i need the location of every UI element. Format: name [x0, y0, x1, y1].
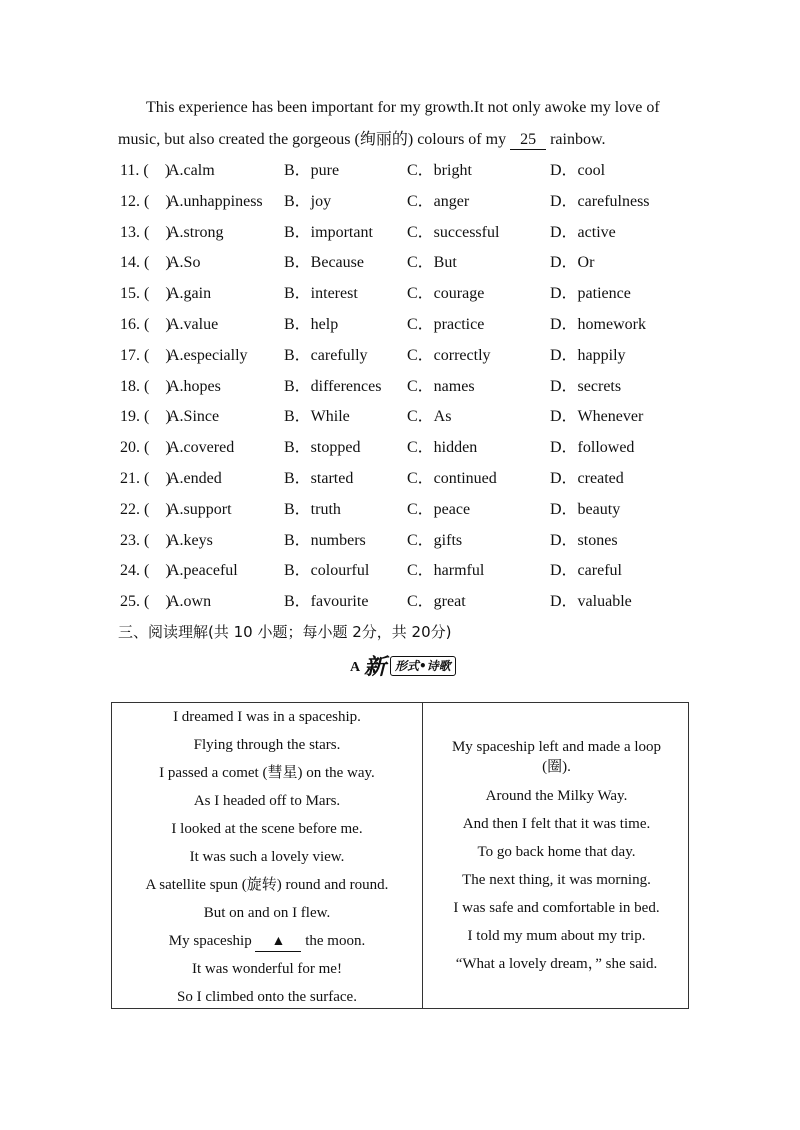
option-a: A.strong — [168, 223, 224, 241]
question-number: 12. ( ) — [120, 192, 171, 210]
poem-table — [111, 702, 689, 1009]
option-d: D．homework — [550, 316, 646, 333]
question-number: 17. ( ) — [120, 346, 171, 364]
option-c: C．But — [407, 254, 457, 272]
option-a: A.especially — [168, 346, 248, 364]
poem-line: I was safe and comfortable in bed. — [453, 900, 660, 916]
option-d: D．Or — [550, 254, 595, 272]
option-b: B．important — [284, 223, 373, 241]
poem-line: Flying through the stars. — [193, 737, 341, 753]
option-c: C．gifts — [407, 531, 463, 549]
badge-logo — [364, 652, 451, 680]
option-b: B．truth — [284, 500, 341, 518]
option-c: C．great — [407, 593, 466, 611]
poem-line: It was wonderful for me! — [192, 961, 342, 977]
question-number: 23. ( ) — [120, 531, 171, 549]
question-number: 18. ( ) — [120, 377, 171, 395]
option-a: A.peaceful — [168, 562, 238, 580]
question-number: 13. ( ) — [120, 223, 171, 241]
option-c: C．harmful — [407, 562, 485, 580]
option-c: C．practice — [407, 316, 485, 333]
option-b: B．differences — [284, 377, 382, 395]
poem-line: I passed a comet (彗星) on the way. — [159, 765, 375, 781]
poem-line: I dreamed I was in a spaceship. — [173, 709, 361, 725]
question-number: 11. ( ) — [120, 162, 171, 179]
option-d: D．stones — [550, 531, 618, 549]
poem-blank-marker: ▲ — [255, 933, 301, 952]
option-a: A.unhappiness — [168, 192, 263, 210]
option-a: A.own — [168, 593, 212, 611]
question-number: 16. ( ) — [120, 316, 171, 333]
blank-25: 25 — [510, 131, 546, 150]
option-a: A.covered — [168, 439, 235, 457]
option-c: C．courage — [407, 285, 485, 303]
option-c: C．bright — [407, 162, 472, 179]
option-b: B．interest — [284, 285, 358, 303]
poem-line: My spaceship left and made a loop — [451, 739, 662, 755]
question-number: 21. ( ) — [120, 470, 171, 487]
poem-line: (圈). — [542, 759, 571, 775]
poem-line: So I climbed onto the surface. — [177, 989, 357, 1005]
passage-line-2-end: rainbow. — [546, 131, 606, 148]
option-d: D．Whenever — [550, 408, 644, 426]
poem-left-column — [112, 703, 422, 1011]
option-c: C．continued — [407, 470, 497, 487]
poem-line: It was such a lovely view. — [189, 849, 345, 865]
poem-line: To go back home that day. — [477, 844, 636, 860]
question-number: 22. ( ) — [120, 500, 171, 518]
badge-label: 形式•诗歌 — [390, 656, 456, 676]
option-b: B．While — [284, 408, 350, 426]
option-d: D．cool — [550, 162, 606, 179]
poem-blank-line — [112, 927, 422, 955]
passage-line-2-start: music, but also created the gorgeous (绚丽的) colours of my — [118, 131, 511, 148]
option-c: C．correctly — [407, 346, 491, 364]
option-a: A.Since — [168, 408, 220, 426]
option-b: B．started — [284, 470, 354, 487]
option-d: D．created — [550, 470, 624, 487]
poem-line: Around the Milky Way. — [485, 788, 628, 804]
option-d: D．followed — [550, 439, 635, 457]
question-number: 15. ( ) — [120, 285, 171, 303]
poem-right-column — [423, 703, 690, 978]
badge-letter: A — [350, 660, 361, 675]
option-d: D．careful — [550, 562, 622, 580]
option-b: B．favourite — [284, 593, 369, 611]
option-a: A.ended — [168, 470, 222, 487]
poem-line: “What a lovely dream，” she said. — [455, 956, 658, 972]
option-d: D．secrets — [550, 377, 622, 395]
option-c: C．anger — [407, 192, 470, 210]
option-d: D．beauty — [550, 500, 621, 518]
option-a: A.keys — [168, 531, 213, 549]
option-a: A.support — [168, 500, 232, 518]
passage-line-2 — [118, 124, 698, 156]
option-b: B．numbers — [284, 531, 366, 549]
passage-line-1: This experience has been important for my growth.It not only awoke my love of — [146, 99, 660, 116]
option-c: C．hidden — [407, 439, 478, 457]
question-number: 14. ( ) — [120, 254, 171, 272]
option-d: D．active — [550, 223, 616, 241]
section-title: 三、阅读理解(共 10 小题；每小题 2分，共 20分) — [118, 623, 452, 641]
question-number: 19. ( ) — [120, 408, 171, 426]
option-b: B．pure — [284, 162, 340, 179]
question-number: 24. ( ) — [120, 562, 171, 580]
passage-paragraph — [118, 92, 698, 156]
option-c: C．As — [407, 408, 452, 426]
option-b: B．Because — [284, 254, 364, 272]
option-a: A.calm — [168, 162, 215, 179]
poem-blank-line-start: My spaceship — [168, 933, 256, 949]
option-a: A.hopes — [168, 377, 221, 395]
option-c: C．successful — [407, 223, 500, 241]
poem-line: The next thing, it was morning. — [462, 872, 651, 888]
poem-line: And then I felt that it was time. — [462, 816, 651, 832]
poem-line: I told my mum about my trip. — [467, 928, 646, 944]
poem-line: But on and on I flew. — [203, 905, 331, 921]
poem-line: As I headed off to Mars. — [193, 793, 341, 809]
option-b: B．stopped — [284, 439, 361, 457]
option-b: B．carefully — [284, 346, 368, 364]
poem-line: A satellite spun (旋转) round and round. — [145, 877, 389, 893]
question-number: 20. ( ) — [120, 439, 171, 457]
option-a: A.gain — [168, 285, 212, 303]
option-a: A.So — [168, 254, 201, 272]
option-d: D．patience — [550, 285, 631, 303]
option-c: C．peace — [407, 500, 471, 518]
poem-right-first-line — [423, 703, 690, 782]
option-b: B．help — [284, 316, 339, 333]
option-b: B．colourful — [284, 562, 370, 580]
question-number: 25. ( ) — [120, 593, 171, 611]
poem-blank-line-end: the moon. — [301, 933, 366, 949]
option-d: D．happily — [550, 346, 626, 364]
option-b: B．joy — [284, 192, 332, 210]
badge-xin: 新 — [364, 655, 386, 680]
option-d: D．valuable — [550, 593, 632, 611]
poem-line: I looked at the scene before me. — [171, 821, 363, 837]
option-d: D．carefulness — [550, 192, 650, 210]
option-a: A.value — [168, 316, 219, 333]
option-c: C．names — [407, 377, 475, 395]
